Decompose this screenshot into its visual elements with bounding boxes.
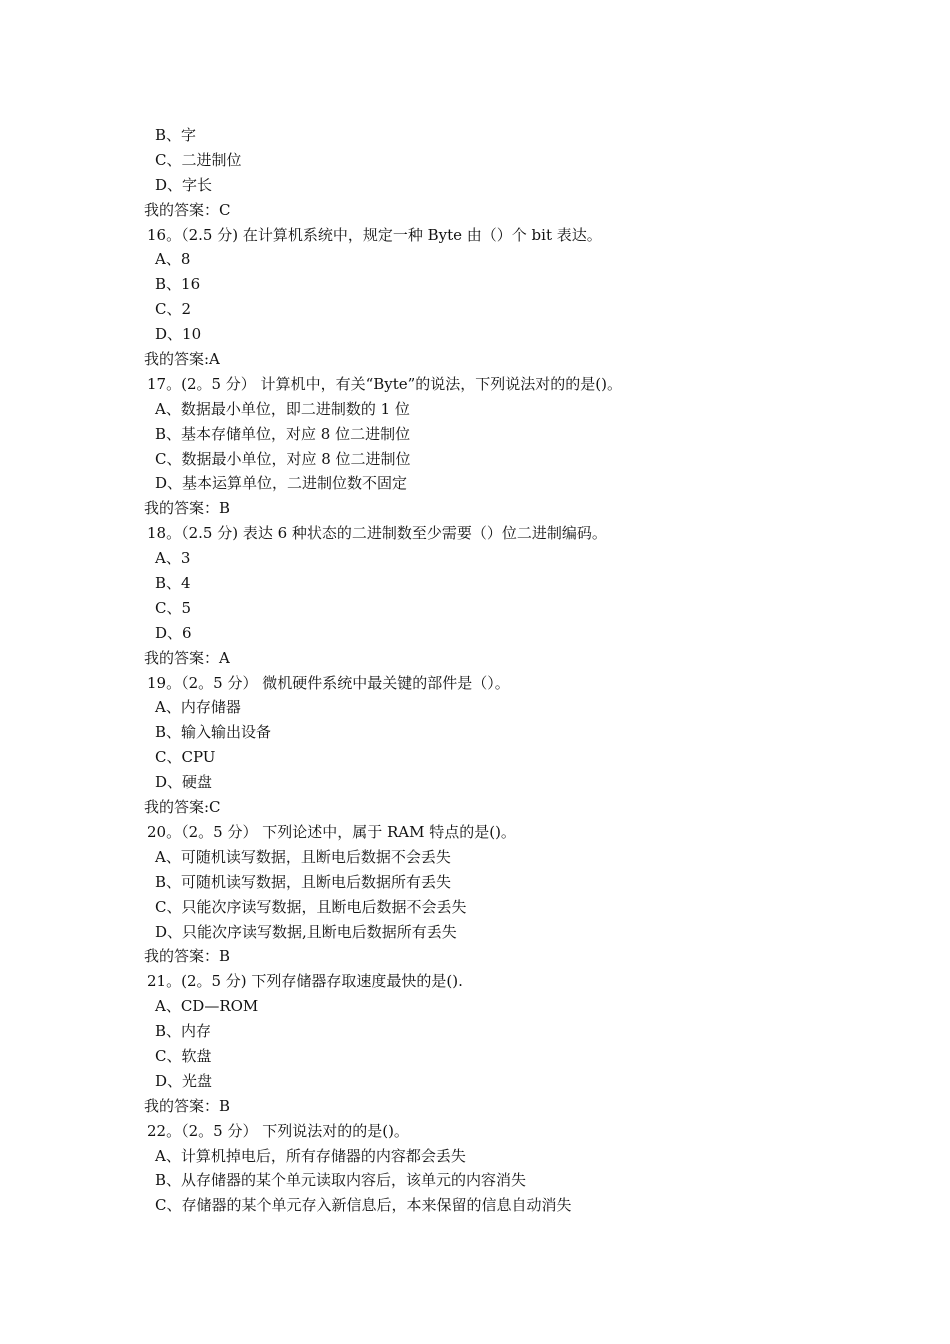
option-text: A、8 <box>155 250 191 269</box>
option-text: C、CPU <box>155 748 216 767</box>
option-text: A、CD—ROM <box>155 997 259 1016</box>
option-text: D、字长 <box>155 175 213 194</box>
option-text: C、2 <box>155 300 192 319</box>
question-text: 19。（2。5 分） 微机硬件系统中最关键的部件是（）。 <box>147 673 510 692</box>
my-answer-text: 我的答案：B <box>144 1096 231 1115</box>
option-text: C、软盘 <box>155 1046 212 1065</box>
option-text: B、输入输出设备 <box>155 723 272 742</box>
option-text: B、16 <box>155 275 201 294</box>
document-page <box>0 123 950 1218</box>
question-text: 22。（2。5 分） 下列说法对的的是()。 <box>147 1121 409 1140</box>
my-answer-text: 我的答案：C <box>144 200 231 219</box>
my-answer-text: 我的答案：A <box>144 648 230 667</box>
option-text: A、可随机读写数据，且断电后数据不会丢失 <box>155 847 451 866</box>
option-text: B、从存储器的某个单元读取内容后，该单元的内容消失 <box>155 1171 527 1190</box>
option-text: C、数据最小单位，对应 8 位二进制位 <box>155 449 411 468</box>
question-text: 20。（2。5 分） 下列论述中，属于 RAM 特点的是()。 <box>147 822 516 841</box>
option-text: B、基本存储单位，对应 8 位二进制位 <box>155 424 411 443</box>
option-text: A、内存储器 <box>155 698 241 717</box>
option-text: D、硬盘 <box>155 773 213 792</box>
option-text: C、只能次序读写数据，且断电后数据不会丢失 <box>155 897 467 916</box>
question-text: 16。（2.5 分) 在计算机系统中，规定一种 Byte 由（）个 bit 表达。 <box>147 225 602 244</box>
option-text: B、可随机读写数据，且断电后数据所有丢失 <box>155 872 452 891</box>
question-text: 18。（2.5 分) 表达 6 种状态的二进制数至少需要（）位二进制编码。 <box>147 524 607 543</box>
option-text: D、10 <box>155 325 202 344</box>
option-text: C、存储器的某个单元存入新信息后，本来保留的信息自动消失 <box>155 1196 572 1215</box>
option-text: C、5 <box>155 598 192 617</box>
my-answer-text: 我的答案:A <box>144 350 220 369</box>
my-answer-text: 我的答案:C <box>144 798 221 817</box>
option-text: A、数据最小单位，即二进制数的 1 位 <box>155 399 410 418</box>
question-text: 17。(2。5 分） 计算机中，有关“Byte”的说法，下列说法对的的是()。 <box>147 374 623 393</box>
option-text: B、字 <box>155 126 197 144</box>
question-text: 21。(2。5 分) 下列存储器存取速度最快的是(). <box>147 972 463 991</box>
option-text: B、4 <box>155 574 191 593</box>
option-text: A、3 <box>155 549 191 568</box>
option-text: A、计算机掉电后，所有存储器的内容都会丢失 <box>155 1146 466 1165</box>
option-text: D、6 <box>155 623 192 642</box>
option-text: B、内存 <box>155 1022 212 1041</box>
option-text: D、光盘 <box>155 1071 213 1090</box>
option-text: C、二进制位 <box>155 150 242 169</box>
option-text: D、基本运算单位，二进制位数不固定 <box>155 474 408 493</box>
my-answer-text: 我的答案：B <box>144 947 231 966</box>
my-answer-text: 我的答案：B <box>144 499 231 518</box>
option-text: D、只能次序读写数据,且断电后数据所有丢失 <box>155 922 457 941</box>
